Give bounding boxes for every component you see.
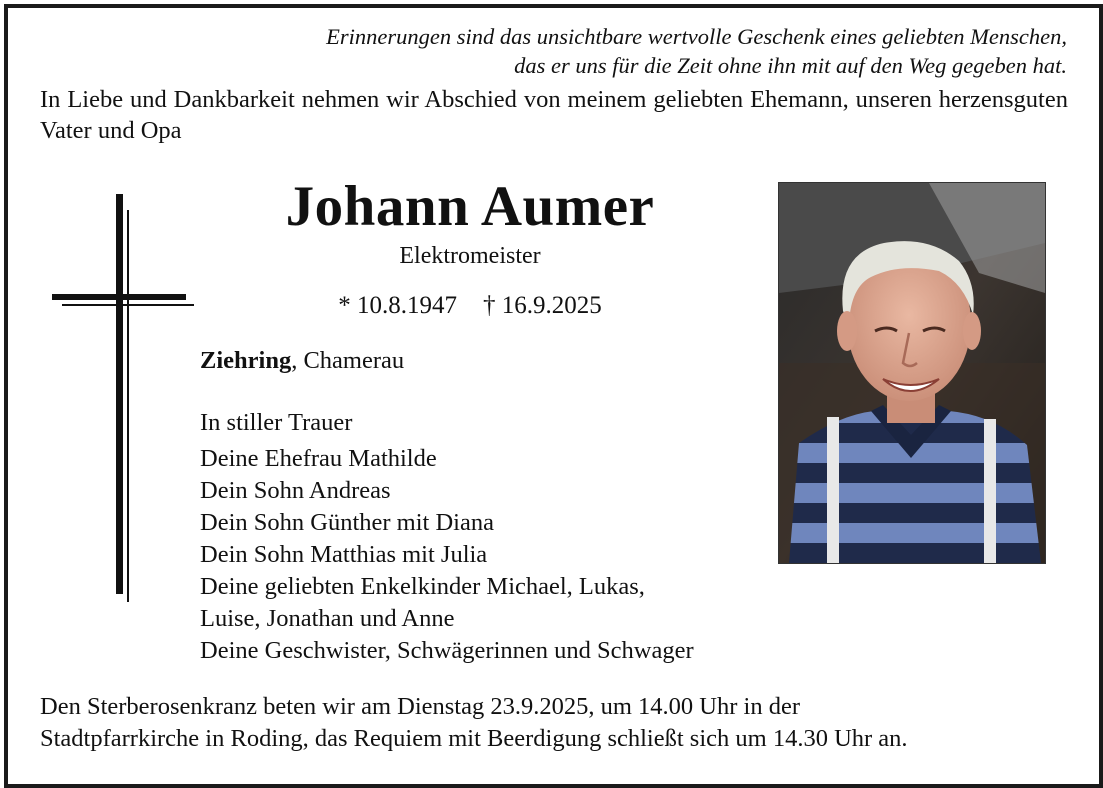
deceased-name: Johann Aumer <box>285 175 655 238</box>
mourner-line: Dein Sohn Günther mit Diana <box>200 509 494 536</box>
cross-icon <box>48 190 198 610</box>
service-information <box>40 691 1070 755</box>
life-dates <box>310 292 630 320</box>
intro-text: In Liebe und Dankbarkeit nehmen wir Abschied von meinem geliebten Ehemann, unseren herzensguten Vater und Opa <box>40 86 1068 144</box>
memorial-quote <box>167 22 1067 80</box>
mourner-line: Dein Sohn Matthias mit Julia <box>200 541 488 568</box>
residence-municipality: , Chamerau <box>291 347 405 374</box>
quote-line-2: das er uns für die Zeit ohne ihn mit auf den Weg gegeben hat. <box>514 53 1067 78</box>
portrait-photo <box>778 182 1046 564</box>
service-line-1: Den Sterberosenkranz beten wir am Dienstag 23.9.2025, um 14.00 Uhr in der <box>40 693 800 720</box>
residence-village: Ziehring <box>200 347 292 374</box>
mourner-line: Deine geliebten Enkelkinder Michael, Lukas, <box>200 573 645 600</box>
mourner-line: Deine Geschwister, Schwägerinnen und Schwager <box>200 637 694 664</box>
deceased-profession: Elektromeister <box>399 243 541 269</box>
death-date: † 16.9.2025 <box>483 292 602 319</box>
birth-date: * 10.8.1947 <box>338 292 457 319</box>
mourner-line: Luise, Jonathan und Anne <box>200 605 455 632</box>
quote-line-1: Erinnerungen sind das unsichtbare wertvolle Geschenk eines geliebten Menschen, <box>326 24 1067 49</box>
mourners-heading: In stiller Trauer <box>200 409 353 436</box>
mourner-line: Dein Sohn Andreas <box>200 477 391 504</box>
mourner-line: Deine Ehefrau Mathilde <box>200 445 437 472</box>
residence <box>200 347 404 375</box>
mourners-list <box>200 407 694 667</box>
service-line-2: Stadtpfarrkirche in Roding, das Requiem mit Beerdigung schließt sich um 14.30 Uhr an. <box>40 725 908 752</box>
